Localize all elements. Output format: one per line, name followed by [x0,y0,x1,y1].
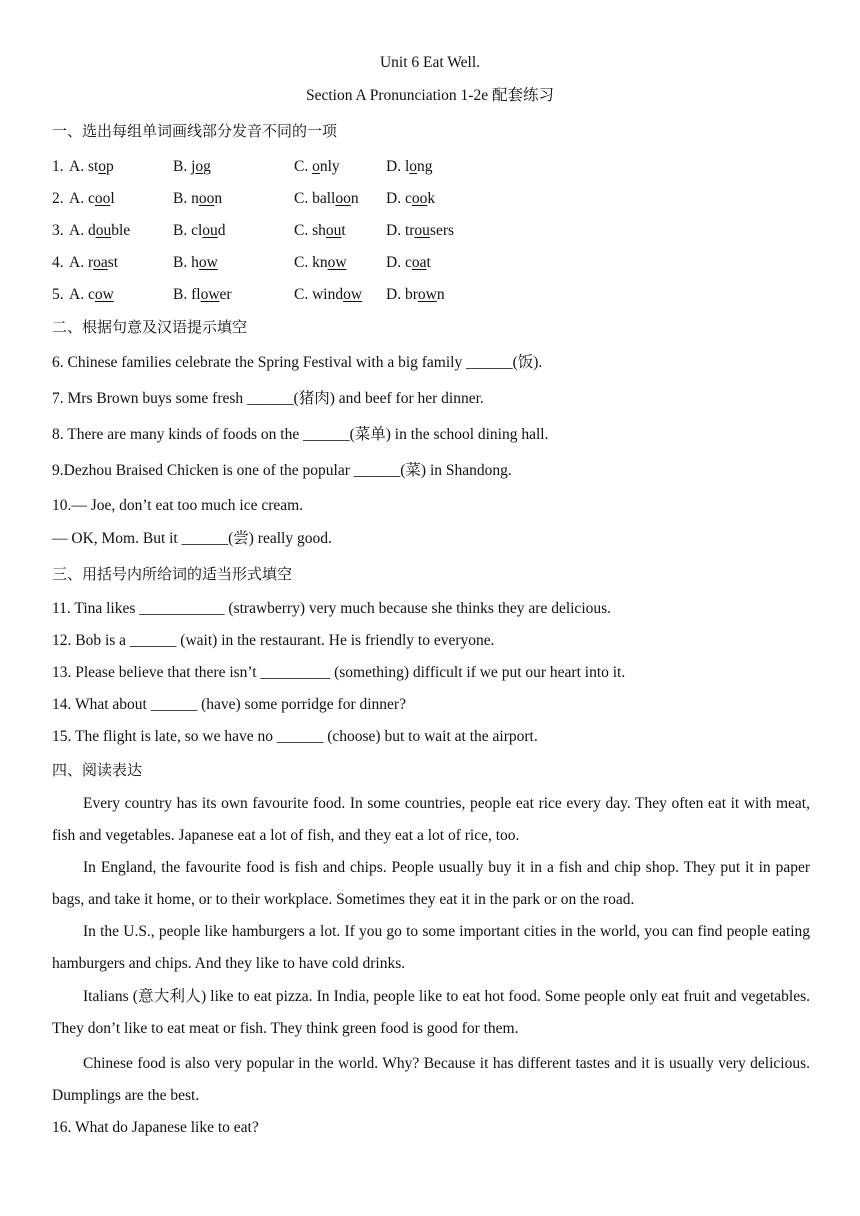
option-text: D. tr [386,222,415,239]
underlined-letters: ow [417,286,437,303]
option-text: er [219,286,232,303]
option-c [294,221,346,241]
option-text: ng [417,158,433,175]
option-text: ble [111,222,131,239]
question-10-reply: — OK, Mom. But it ______(尝) really good. [52,530,332,547]
option-text: C. wind [294,286,344,303]
option-text: n [436,286,445,303]
option-b [173,253,218,273]
option-d [386,189,435,209]
option-c [294,189,359,209]
underlined-letters: o [195,158,204,175]
question-16: 16. What do Japanese like to eat? [52,1119,259,1136]
option-text: D. br [386,286,418,303]
underlined-letters: ou [202,222,218,239]
underlined-letters: ow [200,286,220,303]
page-title: Unit 6 Eat Well. [379,54,481,71]
option-a [69,285,114,305]
question-14: 14. What about ______ (have) some porridge for dinner? [52,696,406,713]
question-15: 15. The flight is late, so we have no ______ (choose) but to wait at the airport. [52,728,538,745]
reading-paragraph-2: In England, the favourite food is fish and chips. People usually buy it in a fish and chip shop. They put it in paper bags, and take it home, or to their workplace. Sometimes they eat it in the park or on the road. [52,859,810,908]
option-c [294,285,362,305]
option-text: nly [319,158,340,175]
option-text: p [106,158,114,175]
question-9: 9.Dezhou Braised Chicken is one of the popular ______(菜) in Shandong. [52,462,512,479]
underlined-letters: oa [411,254,427,271]
option-d [386,285,445,305]
option-text: D. l [386,158,410,175]
option-a [69,253,118,273]
section4-heading: 四、阅读表达 [52,761,143,779]
option-a [69,189,115,209]
question-number: 4. [52,254,64,271]
option-text: t [426,254,431,271]
option-text: B. h [173,254,199,271]
option-text: A. r [69,254,94,271]
option-text: B. fl [173,286,201,303]
underlined-letters: ow [94,286,114,303]
option-text: t [341,222,346,239]
option-b [173,221,226,241]
question-number: 3. [52,222,64,239]
option-text: A. d [69,222,96,239]
option-a [69,221,130,241]
reading-paragraph-4: Italians (意大利人) like to eat pizza. In India, people like to eat hot food. Some people only eat fruit and vegetables. They don’t like to eat meat or fish. They think green food is good for them. [52,988,810,1037]
option-text: sers [429,222,455,239]
underlined-letters: o [98,158,107,175]
option-text: D. c [386,190,412,207]
option-c [294,253,347,273]
option-text: B. j [173,158,196,175]
section2-heading: 二、根据句意及汉语提示填空 [52,318,248,336]
option-b [173,157,211,177]
option-text: A. c [69,286,95,303]
question-number: 2. [52,190,64,207]
option-d [386,157,433,177]
underlined-letters: oa [93,254,108,271]
underlined-letters: o [312,158,320,175]
option-text: A. st [69,158,99,175]
option-d [386,221,454,241]
question-7: 7. Mrs Brown buys some fresh ______(猪肉) and beef for her dinner. [52,390,484,407]
question-6: 6. Chinese families celebrate the Spring Festival with a big family ______(饭). [52,354,543,371]
section3-heading: 三、用括号内所给词的适当形式填空 [52,565,293,583]
reading-paragraph-5: Chinese food is also very popular in the world. Why? Because it has different tastes and it is usually very delicious. Dumplings are the best. [52,1055,810,1104]
option-b [173,285,232,305]
question-8: 8. There are many kinds of foods on the ______(菜单) in the school dining hall. [52,426,549,443]
option-text: g [203,158,211,175]
option-text: l [110,190,115,207]
option-text: C. [294,158,313,175]
option-text: B. cl [173,222,203,239]
option-text: n [350,190,359,207]
page-subtitle: Section A Pronunciation 1-2e 配套练习 [306,87,554,104]
option-c [294,157,340,177]
underlined-letters: oo [335,190,351,207]
option-text: C. kn [294,254,328,271]
underlined-letters: ou [414,222,430,239]
underlined-letters: oo [198,190,215,207]
underlined-letters: oo [94,190,111,207]
underlined-letters: ou [95,222,112,239]
option-d [386,253,431,273]
question-13: 13. Please believe that there isn’t _________ (something) difficult if we put our heart into it. [52,664,626,681]
option-text: D. c [386,254,412,271]
question-11: 11. Tina likes ___________ (strawberry) very much because she thinks they are delicious. [52,600,612,617]
option-text: st [107,254,119,271]
option-text: C. ball [294,190,336,207]
question-10: 10.— Joe, don’t eat too much ice cream. [52,497,304,514]
option-text: C. sh [294,222,326,239]
option-text: B. n [173,190,199,207]
option-a [69,157,114,177]
option-text: n [214,190,223,207]
question-number: 5. [52,286,64,303]
underlined-letters: ou [325,222,342,239]
underlined-letters: ow [198,254,218,271]
question-number: 1. [52,158,64,175]
underlined-letters: oo [411,190,428,207]
option-text: A. c [69,190,95,207]
question-12: 12. Bob is a ______ (wait) in the restaurant. He is friendly to everyone. [52,632,495,649]
underlined-letters: ow [327,254,347,271]
option-b [173,189,222,209]
reading-paragraph-3: In the U.S., people like hamburgers a lot. If you go to some important cities in the world, you can find people eating hamburgers and chips. And they like to have cold drinks. [52,923,810,972]
option-text: k [427,190,436,207]
reading-paragraph-1: Every country has its own favourite food. In some countries, people eat rice every day. They often eat it with meat, fish and vegetables. Japanese eat a lot of fish, and they eat a lot of rice, too. [52,795,810,844]
underlined-letters: ow [343,286,363,303]
underlined-letters: o [409,158,417,175]
section1-heading: 一、选出每组单词画线部分发音不同的一项 [52,122,338,140]
option-text: d [217,222,226,239]
